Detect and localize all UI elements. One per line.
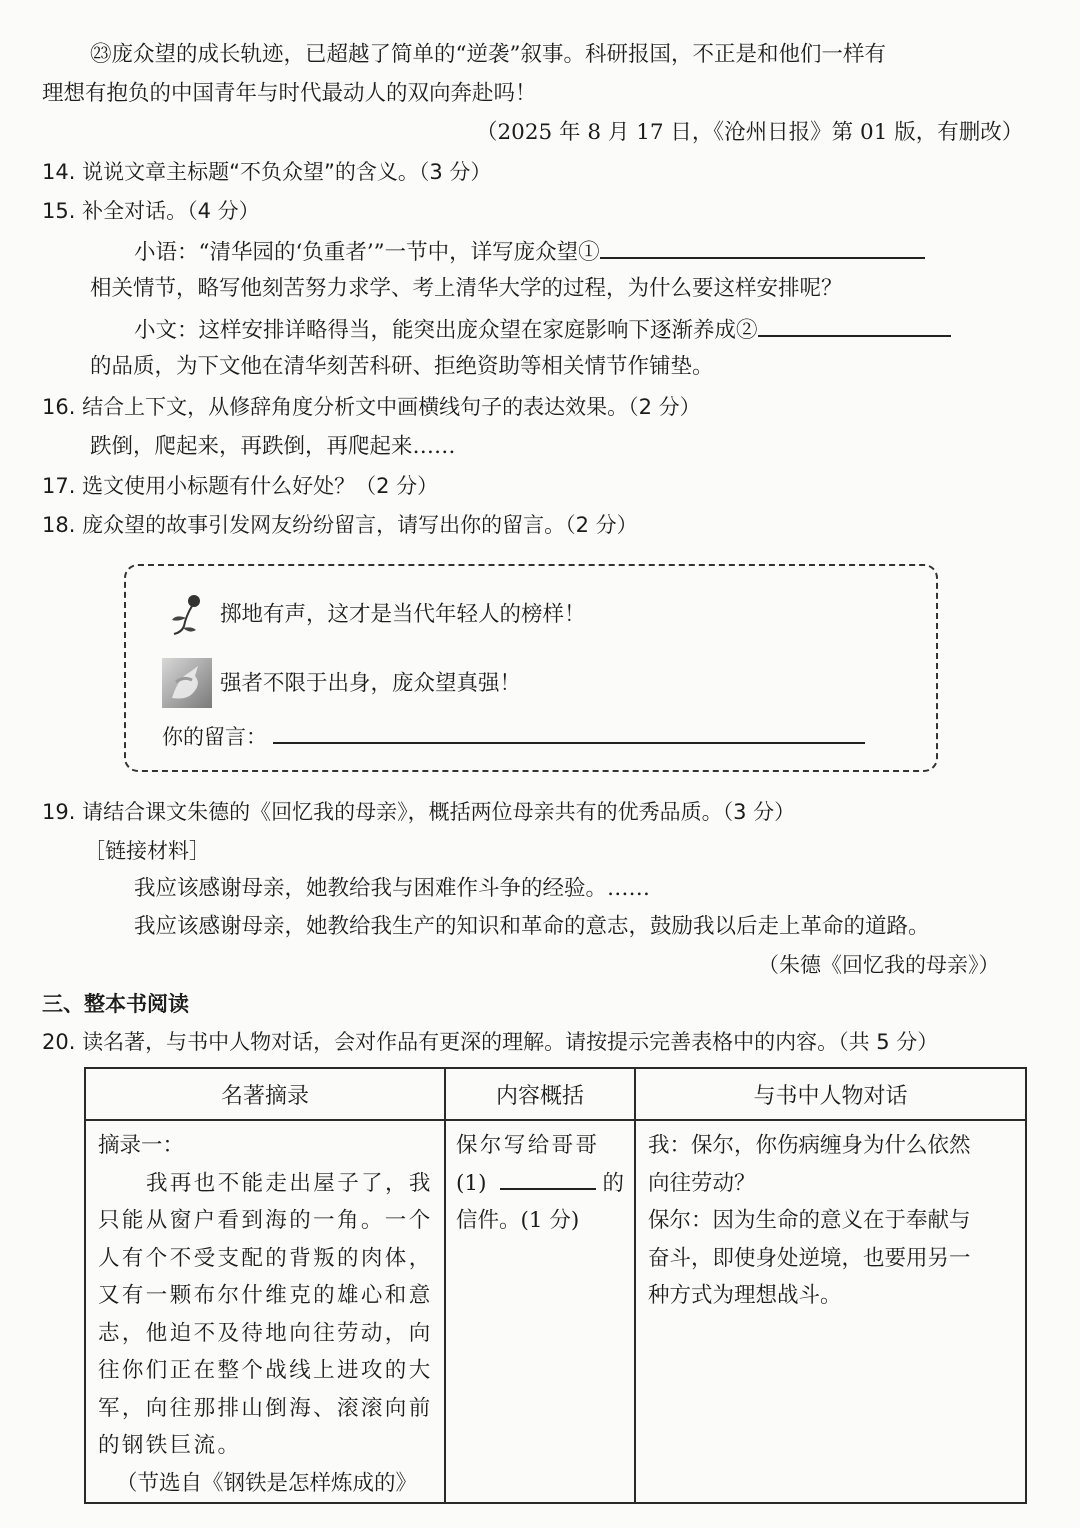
dialogue-cell: [635, 1120, 1026, 1503]
question-14: 14. 说说文章主标题“不负众望”的含义。（3 分）: [42, 160, 492, 184]
excerpt-line: 的钢铁巨流。: [98, 1433, 242, 1458]
summary-line: 信件。(1 分): [456, 1208, 580, 1233]
excerpt-line: 又有一颗布尔什维克的雄心和意: [98, 1283, 433, 1308]
link-material-source: （朱德《回忆我的母亲》）: [758, 953, 1000, 977]
xiaoyu-line-2: 相关情节，略写他刻苦努力求学、考上清华大学的过程，为什么要这样安排呢？: [90, 276, 843, 301]
answer-blank-2[interactable]: [758, 313, 951, 337]
your-comment-row: [162, 720, 865, 752]
comment-2: 强者不限于出身，庞众望真强！: [220, 671, 522, 696]
excerpt-line: 人有个不受支配的背叛的肉体，: [98, 1245, 433, 1271]
passage-source: （2025 年 8 月 17 日，《沧州日报》第 01 版，有删改）: [476, 120, 1024, 145]
excerpt-line: 志，他迫不及待地向往劳动，向: [98, 1320, 433, 1346]
question-18: 18. 庞众望的故事引发网友纷纷留言，请写出你的留言。（2 分）: [42, 513, 638, 537]
table-header: 名著摘录: [85, 1068, 445, 1120]
dialogue-line: 保尔：因为生命的意义在于奉献与: [648, 1208, 971, 1233]
question-16: 16. 结合上下文，从修辞角度分析文中画横线句子的表达效果。（2 分）: [42, 395, 701, 419]
question-15: 15. 补全对话。（4 分）: [42, 199, 260, 223]
excerpt-line: 往你们正在整个战线上进攻的大: [98, 1358, 433, 1383]
excerpt-line: 摘录一：: [98, 1133, 185, 1158]
question-20: 20. 读名著，与书中人物对话，会对作品有更深的理解。请按提示完善表格中的内容。（共 5 分）: [42, 1030, 939, 1054]
unicorn-avatar-icon: [162, 658, 212, 708]
your-comment-input[interactable]: [273, 720, 865, 744]
dialogue-line: 种方式为理想战斗。: [648, 1283, 842, 1308]
q16-quote: 跌倒，爬起来，再跌倒，再爬起来……: [90, 434, 456, 459]
table-row: [85, 1120, 1026, 1503]
excerpt-source: （节选自《钢铁是怎样炼成的》: [116, 1470, 418, 1496]
table-header: 内容概括: [445, 1068, 635, 1120]
table-header: 与书中人物对话: [635, 1068, 1026, 1120]
rose-avatar-icon: [164, 592, 206, 638]
excerpt-line: 我再也不能走出屋子了，我: [146, 1170, 433, 1196]
dialogue-line: 我：保尔，你伤病缠身为什么依然: [648, 1133, 971, 1158]
dialogue-line: 向往劳动？: [648, 1170, 756, 1196]
summary-suffix: 的: [602, 1170, 624, 1196]
xiaowen-line-2: 的品质，为下文他在清华刻苦科研、拒绝资助等相关情节作铺垫。: [90, 354, 714, 379]
comment-1: 掷地有声，这才是当代年轻人的榜样！: [220, 602, 586, 627]
passage-line: ㉓庞众望的成长轨迹，已超越了简单的“逆袭”叙事。科研报国，不正是和他们一样有: [90, 42, 886, 67]
question-19: 19. 请结合课文朱德的《回忆我的母亲》，概括两位母亲共有的优秀品质。（3 分）: [42, 800, 796, 824]
link-material-line: 我应该感谢母亲，她教给我生产的知识和革命的意志，鼓励我以后走上革命的道路。: [134, 914, 930, 939]
passage-line: 理想有抱负的中国青年与时代最动人的双向奔赴吗！: [42, 81, 537, 106]
xiaowen-line: [134, 313, 951, 346]
answer-blank-1[interactable]: [600, 235, 925, 259]
excerpt-cell: [85, 1120, 445, 1503]
xiaowen-text: 小文：这样安排详略得当，能突出庞众望在家庭影响下逐渐养成②: [134, 318, 758, 343]
dialogue-line: 奋斗，即使身处逆境，也要用另一: [648, 1245, 971, 1271]
excerpt-line: 军，向往那排山倒海、滚滚向前: [98, 1395, 433, 1421]
question-17: 17. 选文使用小标题有什么好处？（2 分）: [42, 474, 439, 498]
blank-number: (1): [456, 1170, 487, 1196]
xiaoyu-text: 小语：“清华园的‘负重者’”一节中，详写庞众望①: [134, 240, 600, 265]
your-comment-label: 你的留言：: [162, 725, 267, 749]
xiaoyu-line: [134, 235, 925, 268]
table-header-row: [85, 1068, 1026, 1120]
answer-blank-table[interactable]: [500, 1166, 596, 1190]
section-title: 三、整本书阅读: [42, 992, 189, 1016]
summary-line: 保尔写给哥哥: [456, 1133, 600, 1158]
summary-line: [456, 1165, 634, 1203]
link-material-line: 我应该感谢母亲，她教给我与困难作斗争的经验。……: [134, 876, 651, 901]
excerpt-line: 只能从窗户看到海的一角。一个: [98, 1208, 433, 1233]
reading-table: [84, 1067, 1027, 1504]
summary-cell: [445, 1120, 635, 1503]
link-material-label: ［链接材料］: [84, 839, 210, 863]
